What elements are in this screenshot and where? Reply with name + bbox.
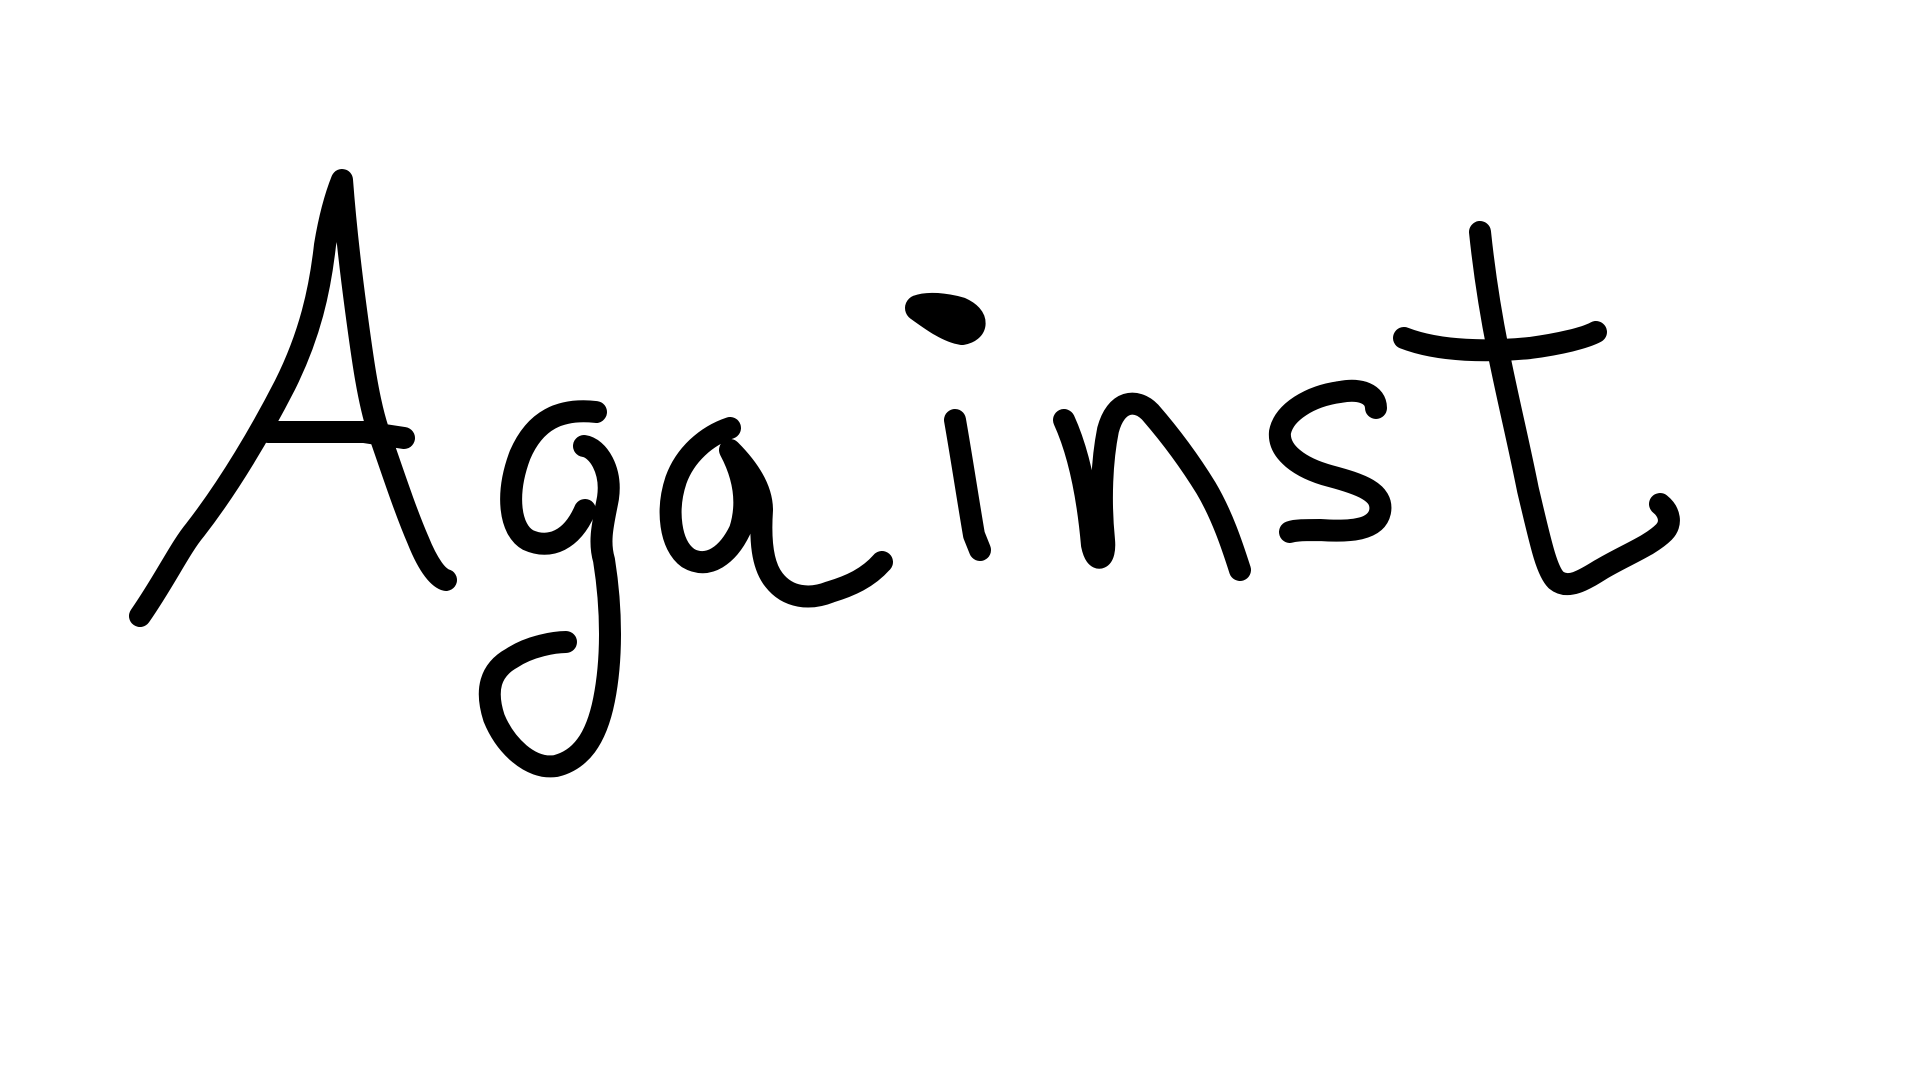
letter-i (918, 306, 980, 550)
letter-g (490, 411, 610, 766)
letter-a (671, 428, 882, 596)
letter-A (140, 180, 446, 616)
letter-s (1280, 391, 1381, 532)
letter-n (1064, 404, 1240, 570)
ink-strokes (140, 180, 1669, 766)
letter-t (1404, 232, 1669, 584)
